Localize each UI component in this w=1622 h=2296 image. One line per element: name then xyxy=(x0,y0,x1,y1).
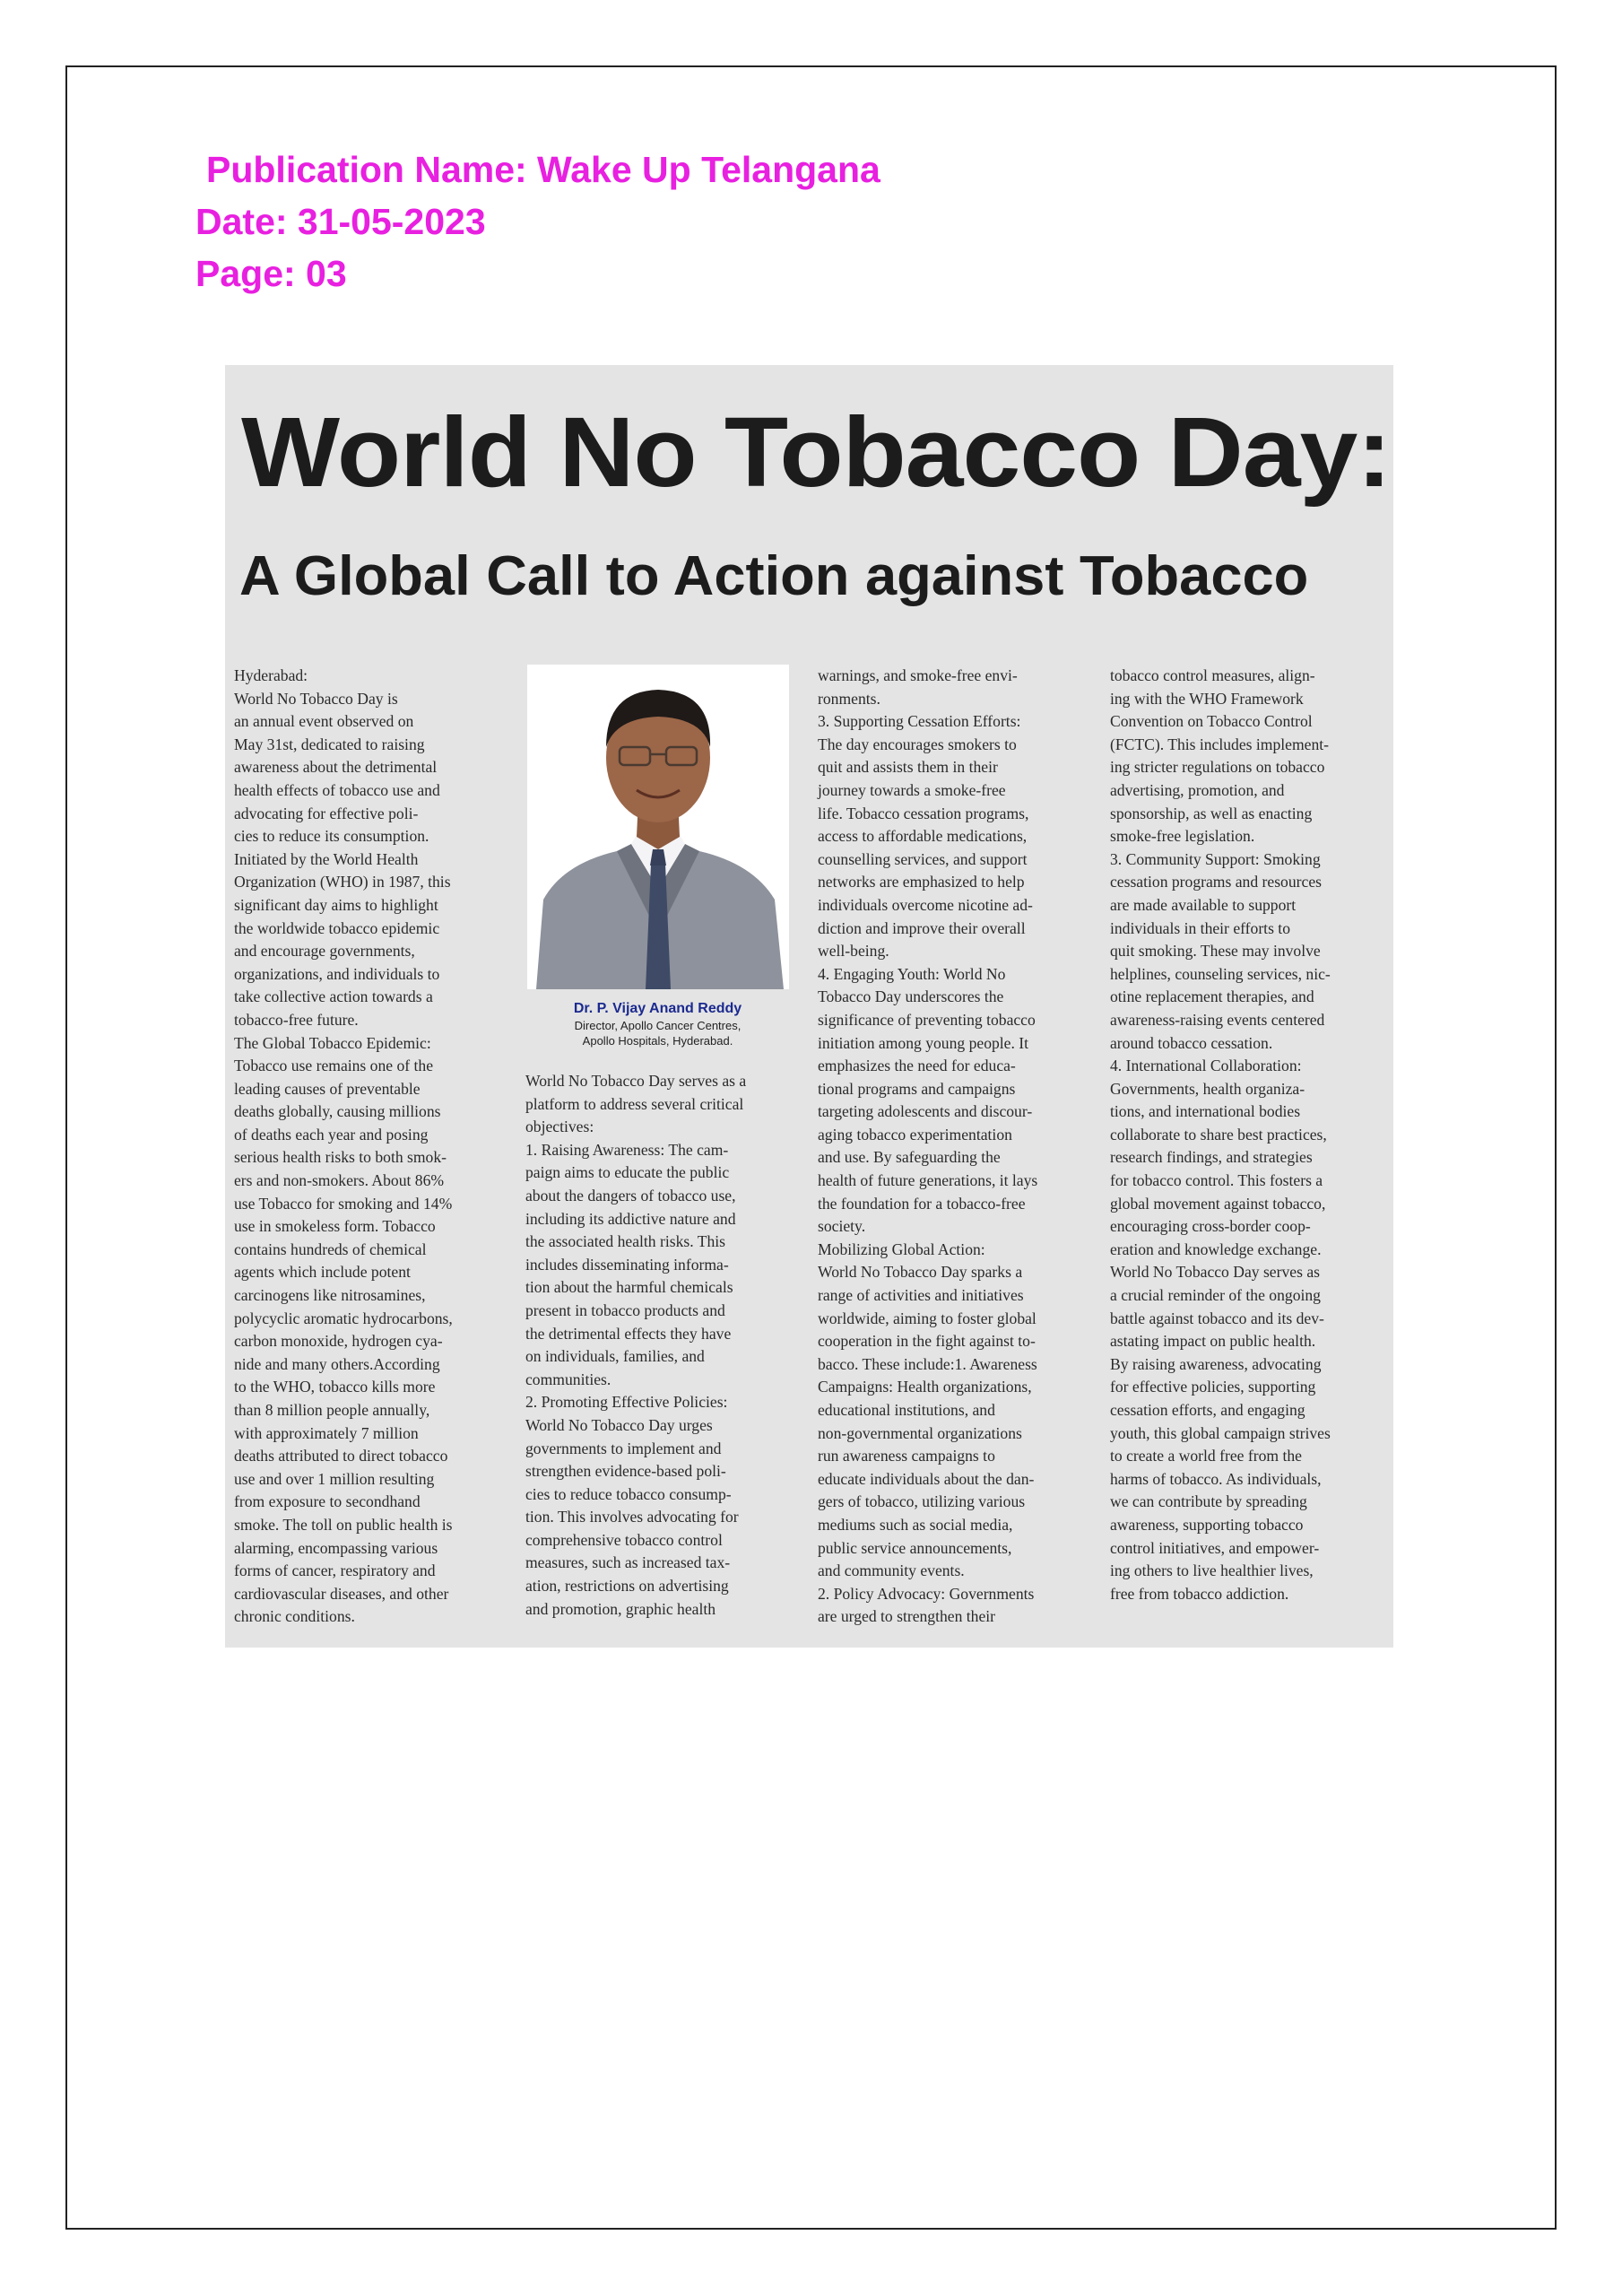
article-text-line: polycyclic aromatic hydrocarbons, xyxy=(234,1309,453,1327)
article-text-line: free from tobacco addiction. xyxy=(1110,1584,1289,1603)
article-text-line: and promotion, graphic health xyxy=(525,1599,716,1618)
article-text-line: on individuals, families, and xyxy=(525,1347,705,1366)
article-text-line: collaborate to share best practices, xyxy=(1110,1125,1327,1144)
article-text-line: ation, restrictions on advertising xyxy=(525,1577,729,1596)
article-text-line: 1. Raising Awareness: The cam- xyxy=(525,1140,729,1159)
article-text-line: carcinogens like nitrosamines, xyxy=(234,1286,426,1305)
article-text-line: Organization (WHO) in 1987, this xyxy=(234,873,451,891)
article-text-line: World No Tobacco Day serves as xyxy=(1110,1263,1320,1282)
article-text-line: and encourage governments, xyxy=(234,942,415,961)
article-text-line: significant day aims to highlight xyxy=(234,895,438,914)
article-text-line: cessation efforts, and engaging xyxy=(1110,1401,1305,1419)
author-photo xyxy=(527,665,789,989)
publication-page: Page: 03 xyxy=(195,253,347,294)
article-text-line: are made available to support xyxy=(1110,895,1297,914)
article-text-line: otine replacement therapies, and xyxy=(1110,987,1314,1006)
clipping-metadata xyxy=(195,144,880,300)
article-text-line: quit smoking. These may involve xyxy=(1110,942,1321,961)
article-column-3 xyxy=(818,665,1082,1629)
article-text-line: cies to reduce its consumption. xyxy=(234,827,429,846)
author-name: Dr. P. Vijay Anand Reddy xyxy=(573,1001,742,1016)
article-text-line: life. Tobacco cessation programs, xyxy=(818,804,1029,822)
article-column-2 xyxy=(525,1070,790,1621)
article-text-line: serious health risks to both smok- xyxy=(234,1148,447,1167)
article-text-line: carbon monoxide, hydrogen cya- xyxy=(234,1332,443,1351)
article-text-line: The day encourages smokers to xyxy=(818,735,1017,753)
article-text-line: the associated health risks. This xyxy=(525,1232,725,1251)
article-text-line: take collective action towards a xyxy=(234,987,433,1006)
article-text-line: astating impact on public health. xyxy=(1110,1332,1316,1351)
article-text-line: awareness about the detrimental xyxy=(234,758,438,777)
article-text-line: use Tobacco for smoking and 14% xyxy=(234,1194,453,1213)
article-text-line: 4. Engaging Youth: World No xyxy=(818,964,1006,983)
article-text-line: well-being. xyxy=(818,942,889,961)
article-text-line: tobacco-free future. xyxy=(234,1010,359,1029)
article-text-line: Tobacco use remains one of the xyxy=(234,1057,434,1075)
article-text-line: access to affordable medications, xyxy=(818,827,1028,846)
article-subheadline: A Global Call to Action against Tobacco xyxy=(239,545,1309,607)
article-text-line: to create a world free from the xyxy=(1110,1447,1302,1465)
article-text-line: Tobacco Day underscores the xyxy=(818,987,1004,1006)
article-text-line: deaths globally, causing millions xyxy=(234,1102,441,1121)
article-text-line: World No Tobacco Day is xyxy=(234,689,398,708)
article-text-line: to the WHO, tobacco kills more xyxy=(234,1378,436,1396)
article-text-line: educate individuals about the dan- xyxy=(818,1469,1035,1488)
article-text-line: journey towards a smoke-free xyxy=(818,780,1006,799)
article-text-line: health effects of tobacco use and xyxy=(234,780,440,799)
article-text-line: gers of tobacco, utilizing various xyxy=(818,1492,1026,1511)
article-text-line: aging tobacco experimentation xyxy=(818,1125,1012,1144)
article-text-line: with approximately 7 million xyxy=(234,1423,419,1442)
article-text-line: ronments. xyxy=(818,689,880,708)
newspaper-clipping xyxy=(225,365,1393,1648)
article-text-line: significance of preventing tobacco xyxy=(818,1010,1036,1029)
article-text-line: nide and many others.According xyxy=(234,1354,440,1373)
article-text-line: measures, such as increased tax- xyxy=(525,1553,731,1572)
article-column-4 xyxy=(1110,665,1375,1605)
article-text-line: from exposure to secondhand xyxy=(234,1492,421,1511)
article-text-line: are urged to strengthen their xyxy=(818,1607,996,1626)
article-text-line: health of future generations, it lays xyxy=(818,1171,1038,1190)
article-text-line: the worldwide tobacco epidemic xyxy=(234,918,440,937)
article-text-line: counselling services, and support xyxy=(818,849,1028,868)
article-text-line: awareness, supporting tobacco xyxy=(1110,1515,1304,1534)
article-text-line: global movement against tobacco, xyxy=(1110,1194,1326,1213)
article-text-line: research findings, and strategies xyxy=(1110,1148,1313,1167)
article-text-line: control initiatives, and empower- xyxy=(1110,1538,1320,1557)
article-text-line: World No Tobacco Day urges xyxy=(525,1415,713,1434)
article-text-line: tion. This involves advocating for xyxy=(525,1508,739,1526)
article-text-line: encouraging cross-border coop- xyxy=(1110,1217,1311,1236)
article-text-line: Initiated by the World Health xyxy=(234,849,419,868)
article-text-line: Hyderabad: xyxy=(234,666,308,684)
article-text-line: platform to address several critical xyxy=(525,1094,744,1113)
article-text-line: public service announcements, xyxy=(818,1538,1012,1557)
article-text-line: an annual event observed on xyxy=(234,712,414,731)
publication-name: Publication Name: Wake Up Telangana xyxy=(206,149,880,190)
article-text-line: networks are emphasized to help xyxy=(818,873,1025,891)
article-text-line: initiation among young people. It xyxy=(818,1033,1029,1052)
article-text-line: agents which include potent xyxy=(234,1263,411,1282)
article-text-line: range of activities and initiatives xyxy=(818,1286,1024,1305)
article-text-line: mediums such as social media, xyxy=(818,1515,1013,1534)
article-text-line: cardiovascular diseases, and other xyxy=(234,1584,449,1603)
article-text-line: comprehensive tobacco control xyxy=(525,1530,723,1549)
article-text-line: present in tobacco products and xyxy=(525,1300,725,1319)
article-text-line: individuals overcome nicotine ad- xyxy=(818,895,1033,914)
article-text-line: tion about the harmful chemicals xyxy=(525,1278,733,1297)
article-text-line: diction and improve their overall xyxy=(818,918,1026,937)
article-text-line: cies to reduce tobacco consump- xyxy=(525,1484,732,1503)
article-text-line: youth, this global campaign strives xyxy=(1110,1423,1331,1442)
article-text-line: targeting adolescents and discour- xyxy=(818,1102,1033,1121)
article-text-line: battle against tobacco and its dev- xyxy=(1110,1309,1324,1327)
article-text-line: deaths attributed to direct tobacco xyxy=(234,1447,448,1465)
article-text-line: and use. By safeguarding the xyxy=(818,1148,1001,1167)
article-text-line: smoke-free legislation. xyxy=(1110,827,1255,846)
article-text-line: (FCTC). This includes implement- xyxy=(1110,735,1330,753)
article-text-line: about the dangers of tobacco use, xyxy=(525,1186,736,1205)
article-text-line: use and over 1 million resulting xyxy=(234,1469,435,1488)
article-text-line: individuals in their efforts to xyxy=(1110,918,1290,937)
article-text-line: forms of cancer, respiratory and xyxy=(234,1561,436,1580)
article-column-1 xyxy=(234,665,499,1629)
article-text-line: organizations, and individuals to xyxy=(234,964,440,983)
article-text-line: governments to implement and xyxy=(525,1439,722,1457)
article-text-line: cooperation in the fight against to- xyxy=(818,1332,1036,1351)
article-text-line: including its addictive nature and xyxy=(525,1209,736,1228)
article-text-line: eration and knowledge exchange. xyxy=(1110,1239,1322,1258)
article-text-line: 2. Promoting Effective Policies: xyxy=(525,1393,728,1412)
article-text-line: Campaigns: Health organizations, xyxy=(818,1378,1032,1396)
article-text-line: advertising, promotion, and xyxy=(1110,780,1285,799)
article-text-line: smoke. The toll on public health is xyxy=(234,1515,453,1534)
article-text-line: use in smokeless form. Tobacco xyxy=(234,1217,436,1236)
article-text-line: sponsorship, as well as enacting xyxy=(1110,804,1313,822)
article-text-line: advocating for effective poli- xyxy=(234,804,419,822)
article-text-line: 3. Community Support: Smoking xyxy=(1110,849,1321,868)
article-text-line: than 8 million people annually, xyxy=(234,1401,430,1419)
article-text-line: we can contribute by spreading xyxy=(1110,1492,1307,1511)
article-text-line: strengthen evidence-based poli- xyxy=(525,1462,726,1481)
article-text-line: By raising awareness, advocating xyxy=(1110,1354,1322,1373)
publication-date: Date: 31-05-2023 xyxy=(195,201,486,242)
author-role-line-2: Apollo Hospitals, Hyderabad. xyxy=(582,1034,733,1048)
article-text-line: includes disseminating informa- xyxy=(525,1255,729,1274)
article-text-line: the detrimental effects they have xyxy=(525,1324,732,1343)
article-text-line: 3. Supporting Cessation Efforts: xyxy=(818,712,1021,731)
article-text-line: ing others to live healthier lives, xyxy=(1110,1561,1314,1580)
article-text-line: World No Tobacco Day serves as a xyxy=(525,1072,747,1090)
article-text-line: run awareness campaigns to xyxy=(818,1447,995,1465)
article-text-line: and community events. xyxy=(818,1561,965,1580)
article-text-line: Governments, health organiza- xyxy=(1110,1079,1305,1098)
article-text-line: warnings, and smoke-free envi- xyxy=(818,666,1018,684)
article-text-line: ing stricter regulations on tobacco xyxy=(1110,758,1325,777)
article-text-line: tional programs and campaigns xyxy=(818,1079,1016,1098)
article-text-line: for tobacco control. This fosters a xyxy=(1110,1171,1323,1190)
article-text-line: The Global Tobacco Epidemic: xyxy=(234,1033,431,1052)
article-text-line: the foundation for a tobacco-free xyxy=(818,1194,1026,1213)
article-text-line: bacco. These include:1. Awareness xyxy=(818,1354,1037,1373)
article-text-line: 2. Policy Advocacy: Governments xyxy=(818,1584,1035,1603)
article-text-line: quit and assists them in their xyxy=(818,758,998,777)
article-text-line: ing with the WHO Framework xyxy=(1110,689,1304,708)
article-text-line: worldwide, aiming to foster global xyxy=(818,1309,1037,1327)
author-photo-block xyxy=(525,665,790,1065)
article-text-line: cessation programs and resources xyxy=(1110,873,1322,891)
author-role-line-1: Director, Apollo Cancer Centres, xyxy=(574,1019,742,1032)
article-text-line: leading causes of preventable xyxy=(234,1079,421,1098)
article-text-line: emphasizes the need for educa- xyxy=(818,1057,1016,1075)
article-text-line: World No Tobacco Day sparks a xyxy=(818,1263,1023,1282)
article-text-line: May 31st, dedicated to raising xyxy=(234,735,425,753)
article-text-line: society. xyxy=(818,1217,866,1236)
article-text-line: Mobilizing Global Action: xyxy=(818,1239,985,1258)
article-text-line: for effective policies, supporting xyxy=(1110,1378,1316,1396)
article-text-line: paign aims to educate the public xyxy=(525,1163,730,1182)
article-text-line: tobacco control measures, align- xyxy=(1110,666,1315,684)
article-text-line: communities. xyxy=(525,1370,612,1388)
article-text-line: contains hundreds of chemical xyxy=(234,1239,427,1258)
article-text-line: around tobacco cessation. xyxy=(1110,1033,1273,1052)
article-text-line: tions, and international bodies xyxy=(1110,1102,1301,1121)
article-text-line: Convention on Tobacco Control xyxy=(1110,712,1313,731)
article-text-line: harms of tobacco. As individuals, xyxy=(1110,1469,1322,1488)
article-headline: World No Tobacco Day: xyxy=(241,397,1392,508)
article-text-line: awareness-raising events centered xyxy=(1110,1010,1325,1029)
article-text-line: of deaths each year and posing xyxy=(234,1125,429,1144)
article-text-line: ers and non-smokers. About 86% xyxy=(234,1171,445,1190)
article-text-line: non-governmental organizations xyxy=(818,1423,1022,1442)
article-text-line: educational institutions, and xyxy=(818,1401,995,1419)
article-text-line: alarming, encompassing various xyxy=(234,1538,438,1557)
article-text-line: helplines, counseling services, nic- xyxy=(1110,964,1331,983)
article-text-line: 4. International Collaboration: xyxy=(1110,1057,1302,1075)
article-text-line: objectives: xyxy=(525,1118,594,1136)
article-text-line: chronic conditions. xyxy=(234,1607,355,1626)
article-text-line: a crucial reminder of the ongoing xyxy=(1110,1286,1321,1305)
